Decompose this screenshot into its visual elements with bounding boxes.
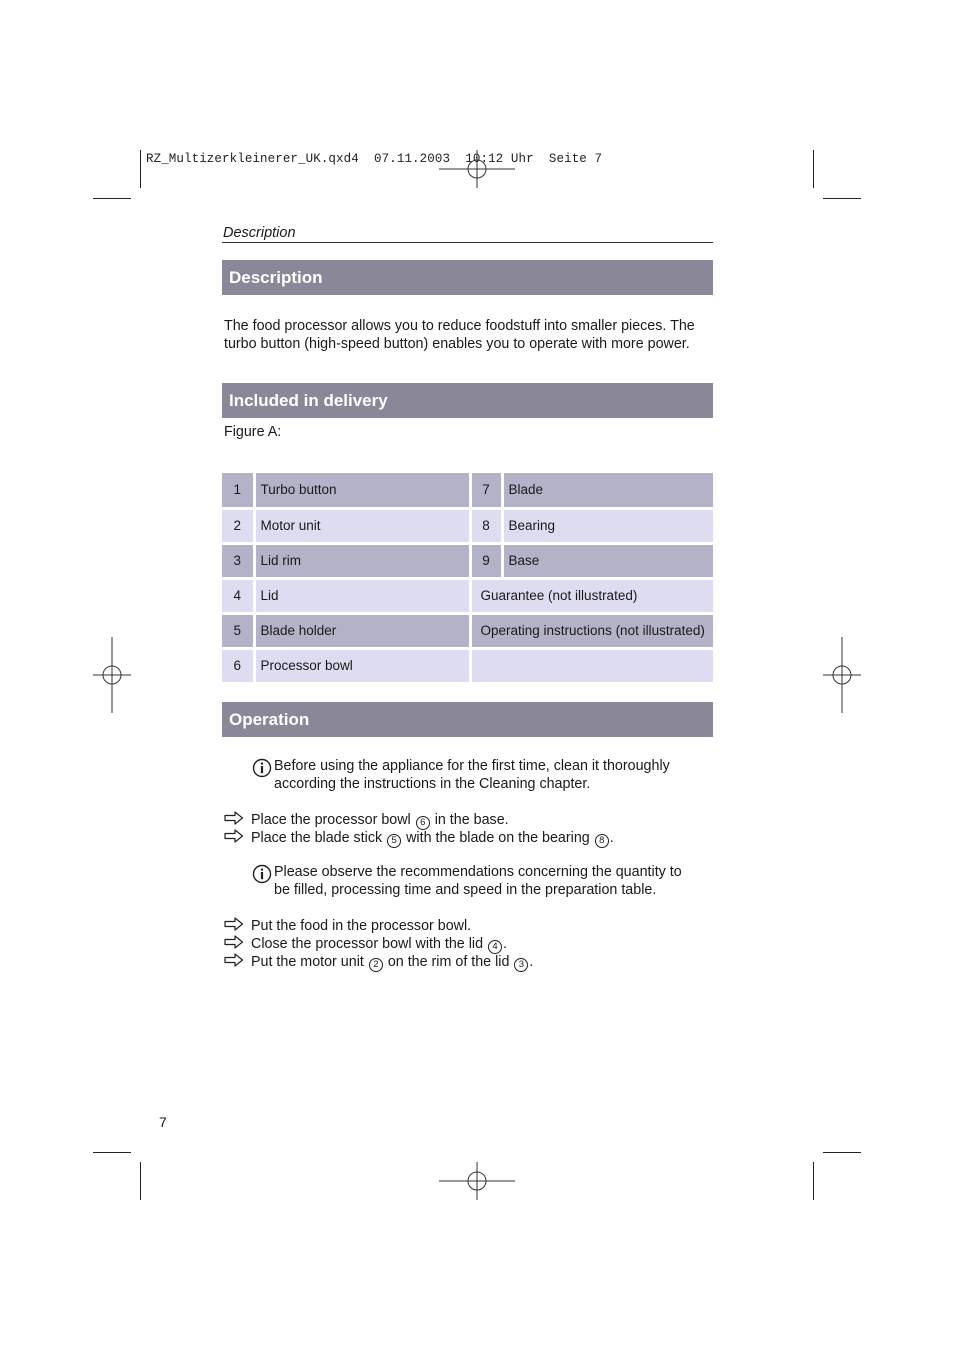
item-ref: 6 bbox=[416, 816, 430, 830]
item-label: Base bbox=[502, 543, 713, 578]
instruction-step: Put the food in the processor bowl. bbox=[224, 917, 471, 935]
item-label: Lid rim bbox=[254, 543, 470, 578]
description-line: The food processor allows you to reduce foodstuff into smaller pieces. The bbox=[224, 318, 695, 334]
section-title-description: Description bbox=[222, 260, 713, 295]
item-label: Blade bbox=[502, 473, 713, 508]
table-row bbox=[222, 508, 713, 543]
item-number: 8 bbox=[470, 508, 502, 543]
instruction-step: Close the processor bowl with the lid 4 . bbox=[224, 935, 507, 954]
instruction-step: Put the motor unit 2 on the rim of the lid 3 . bbox=[224, 953, 533, 972]
note-line: be filled, processing time and speed in the preparation table. bbox=[274, 881, 657, 898]
table-row bbox=[222, 473, 713, 508]
arrow-right-outline-icon bbox=[224, 917, 244, 931]
table-row bbox=[222, 578, 713, 613]
info-circle-icon bbox=[252, 864, 272, 884]
info-circle-icon bbox=[252, 758, 272, 778]
item-number: 4 bbox=[222, 578, 254, 613]
note-line: Before using the appliance for the first time, clean it thoroughly bbox=[274, 758, 670, 774]
item-number: 9 bbox=[470, 543, 502, 578]
arrow-right-outline-icon bbox=[224, 829, 244, 843]
section-title-operation: Operation bbox=[222, 702, 713, 737]
table-row bbox=[222, 543, 713, 578]
description-body bbox=[224, 317, 695, 353]
item-label-wide: Guarantee (not illustrated) bbox=[470, 578, 713, 613]
item-label-wide bbox=[470, 648, 713, 683]
slug-file: RZ_Multizerkleinerer_UK.qxd4 bbox=[146, 152, 359, 166]
running-head-rule bbox=[222, 242, 713, 243]
item-number: 7 bbox=[470, 473, 502, 508]
instruction-step: Place the processor bowl 6 in the base. bbox=[224, 811, 509, 830]
table-row bbox=[222, 613, 713, 648]
note-line: according the instructions in the Cleaning chapter. bbox=[274, 775, 591, 792]
item-ref: 3 bbox=[514, 958, 528, 972]
item-label: Processor bowl bbox=[254, 648, 470, 683]
arrow-right-outline-icon bbox=[224, 811, 244, 825]
item-label: Turbo button bbox=[254, 473, 470, 508]
print-slug bbox=[146, 152, 602, 166]
item-ref: 8 bbox=[595, 834, 609, 848]
item-number: 2 bbox=[222, 508, 254, 543]
figure-label: Figure A: bbox=[224, 424, 282, 440]
instruction-step: Place the blade stick 5 with the blade on the bearing 8 . bbox=[224, 829, 614, 848]
arrow-right-outline-icon bbox=[224, 953, 244, 967]
table-row bbox=[222, 648, 713, 683]
slug-date: 07.11.2003 bbox=[374, 152, 451, 166]
item-label: Blade holder bbox=[254, 613, 470, 648]
running-head: Description bbox=[223, 225, 296, 241]
registration-mark-icon bbox=[821, 636, 863, 714]
item-label-wide: Operating instructions (not illustrated) bbox=[470, 613, 713, 648]
registration-mark-icon bbox=[437, 148, 517, 190]
section-title-delivery: Included in delivery bbox=[222, 383, 713, 418]
item-number: 6 bbox=[222, 648, 254, 683]
item-number: 3 bbox=[222, 543, 254, 578]
note-line: Please observe the recommendations concerning the quantity to bbox=[274, 864, 682, 880]
item-number: 1 bbox=[222, 473, 254, 508]
delivery-table bbox=[222, 473, 713, 685]
page-number: 7 bbox=[159, 1114, 167, 1130]
item-label: Bearing bbox=[502, 508, 713, 543]
slug-time: 10:12 Uhr bbox=[465, 152, 534, 166]
registration-mark-icon bbox=[91, 636, 133, 714]
item-ref: 4 bbox=[488, 940, 502, 954]
item-label: Motor unit bbox=[254, 508, 470, 543]
arrow-right-outline-icon bbox=[224, 935, 244, 949]
registration-mark-icon bbox=[437, 1160, 517, 1202]
description-line: turbo button (high-speed button) enables you to operate with more power. bbox=[224, 336, 690, 352]
item-number: 5 bbox=[222, 613, 254, 648]
item-ref: 5 bbox=[387, 834, 401, 848]
item-label: Lid bbox=[254, 578, 470, 613]
info-note bbox=[252, 864, 722, 900]
item-ref: 2 bbox=[369, 958, 383, 972]
slug-page: Seite 7 bbox=[548, 152, 603, 166]
info-note bbox=[252, 758, 722, 794]
